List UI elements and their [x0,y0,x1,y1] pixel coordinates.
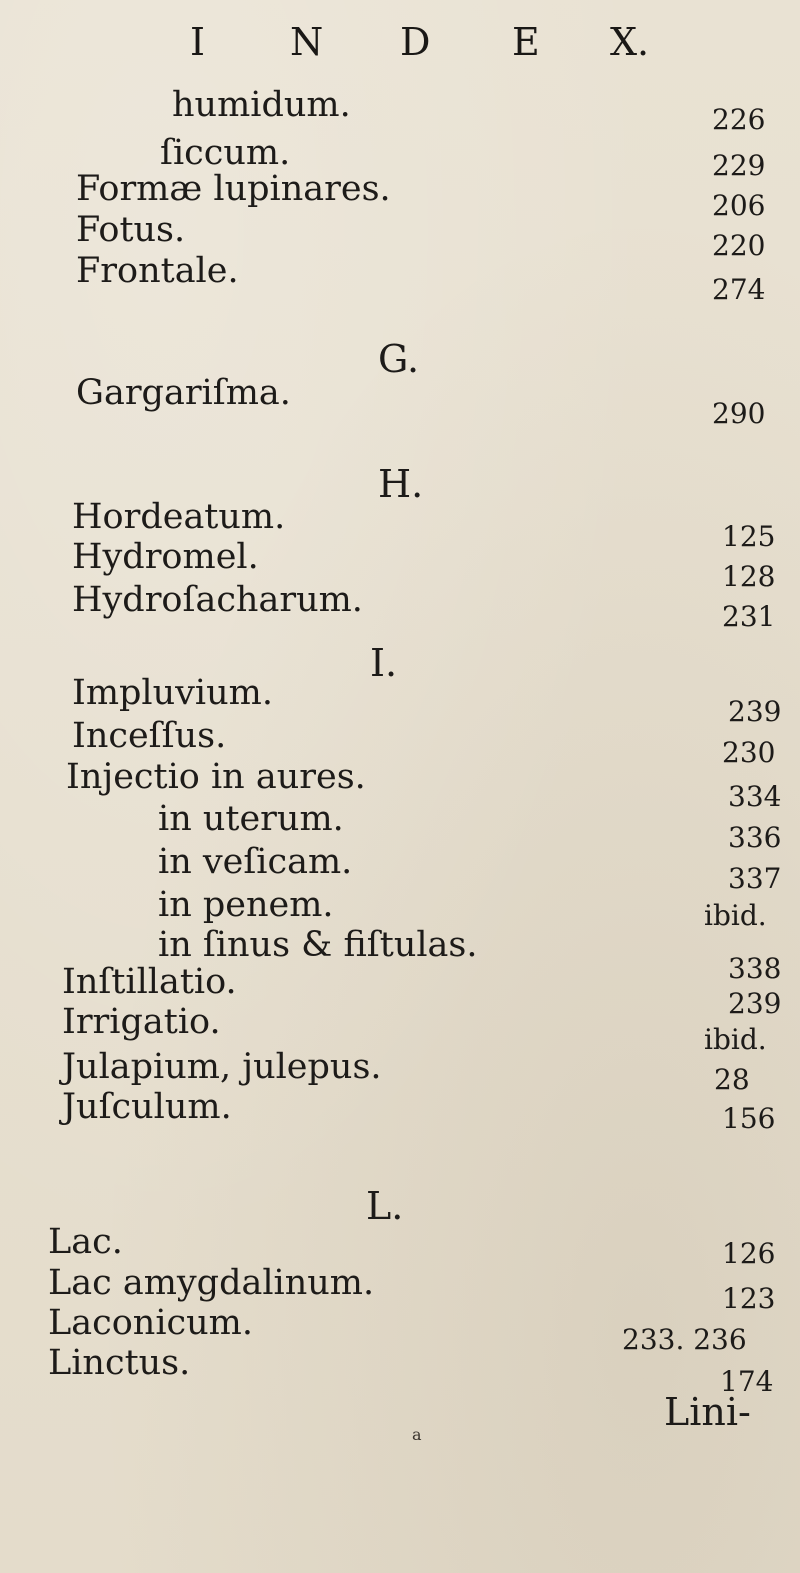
index-entry-page: 156 [722,1102,776,1135]
index-entry-page: 220 [712,229,766,262]
index-entry-page: 174 [720,1365,774,1398]
index-entry-page: 231 [722,600,776,633]
heading-letter: E [512,20,540,64]
index-entry-term: Gargariſma. [76,373,291,413]
index-entry-page: 290 [712,397,766,430]
section-letter-h: H. [378,462,424,506]
index-entry-page: 125 [722,520,776,553]
catchword: Lini- [664,1390,751,1434]
index-entry-page: 226 [712,103,766,136]
index-entry-page: 126 [722,1237,776,1270]
section-letter-i: I. [370,641,398,685]
index-entry-term: Irrigatio. [62,1002,221,1042]
index-entry-term: Julapium, julepus. [62,1047,382,1087]
index-entry-term: Hordeatum. [72,497,286,537]
section-letter-g: G. [378,337,420,381]
section-letter-l: L. [366,1184,404,1228]
index-entry-page: 274 [712,273,766,306]
heading-letter: D [400,20,431,64]
index-entry-term: Formæ lupinares. [76,169,391,209]
index-entry-term: Lac. [48,1222,123,1262]
index-entry-page: 123 [722,1282,776,1315]
heading-letter: X. [610,20,650,64]
index-entry-term: Inceſſus. [72,716,227,756]
index-entry-page: 229 [712,149,766,182]
index-entry-page: ibid. [704,1023,767,1056]
index-entry-page: 239 [728,695,782,728]
index-entry-term: ſiccum. [160,133,291,173]
index-entry-term: Juſculum. [62,1087,232,1127]
index-entry-page: 206 [712,189,766,222]
index-entry-page: 338 [728,952,782,985]
index-entry-term: Fotus. [76,210,186,250]
bleed-through [545,180,555,210]
index-entry-page: 230 [722,736,776,769]
index-entry-term: Impluvium. [72,673,273,713]
index-entry-term: Injectio in aures. [66,757,366,797]
index-entry-term: Inſtillatio. [62,962,237,1002]
index-entry-term: Lac amygdalinum. [48,1263,375,1303]
index-entry-term: in penem. [158,885,334,925]
index-entry-term: Laconicum. [48,1303,253,1343]
index-entry-page: 28 [714,1063,750,1096]
index-entry-page: 336 [728,821,782,854]
index-entry-term: humidum. [172,85,351,125]
index-entry-term: Hydroſacharum. [72,580,363,620]
index-entry-page: 334 [728,780,782,813]
index-entry-term: in uterum. [158,799,344,839]
index-entry-term: Linctus. [48,1343,191,1383]
index-entry-term: Frontale. [76,251,239,291]
index-entry-term: in veſicam. [158,842,353,882]
index-entry-page: 233. 236 [622,1323,747,1356]
index-entry-page: 239 [728,987,782,1020]
index-entry-term: in ſinus & fiſtulas. [158,925,478,965]
index-entry-page: 337 [728,862,782,895]
heading-letter: N [290,20,324,64]
heading-letter: I [190,20,206,64]
index-entry-page: 128 [722,560,776,593]
signature-mark: a [412,1425,422,1444]
index-entry-term: Hydromel. [72,537,259,577]
index-entry-page: ibid. [704,899,767,932]
